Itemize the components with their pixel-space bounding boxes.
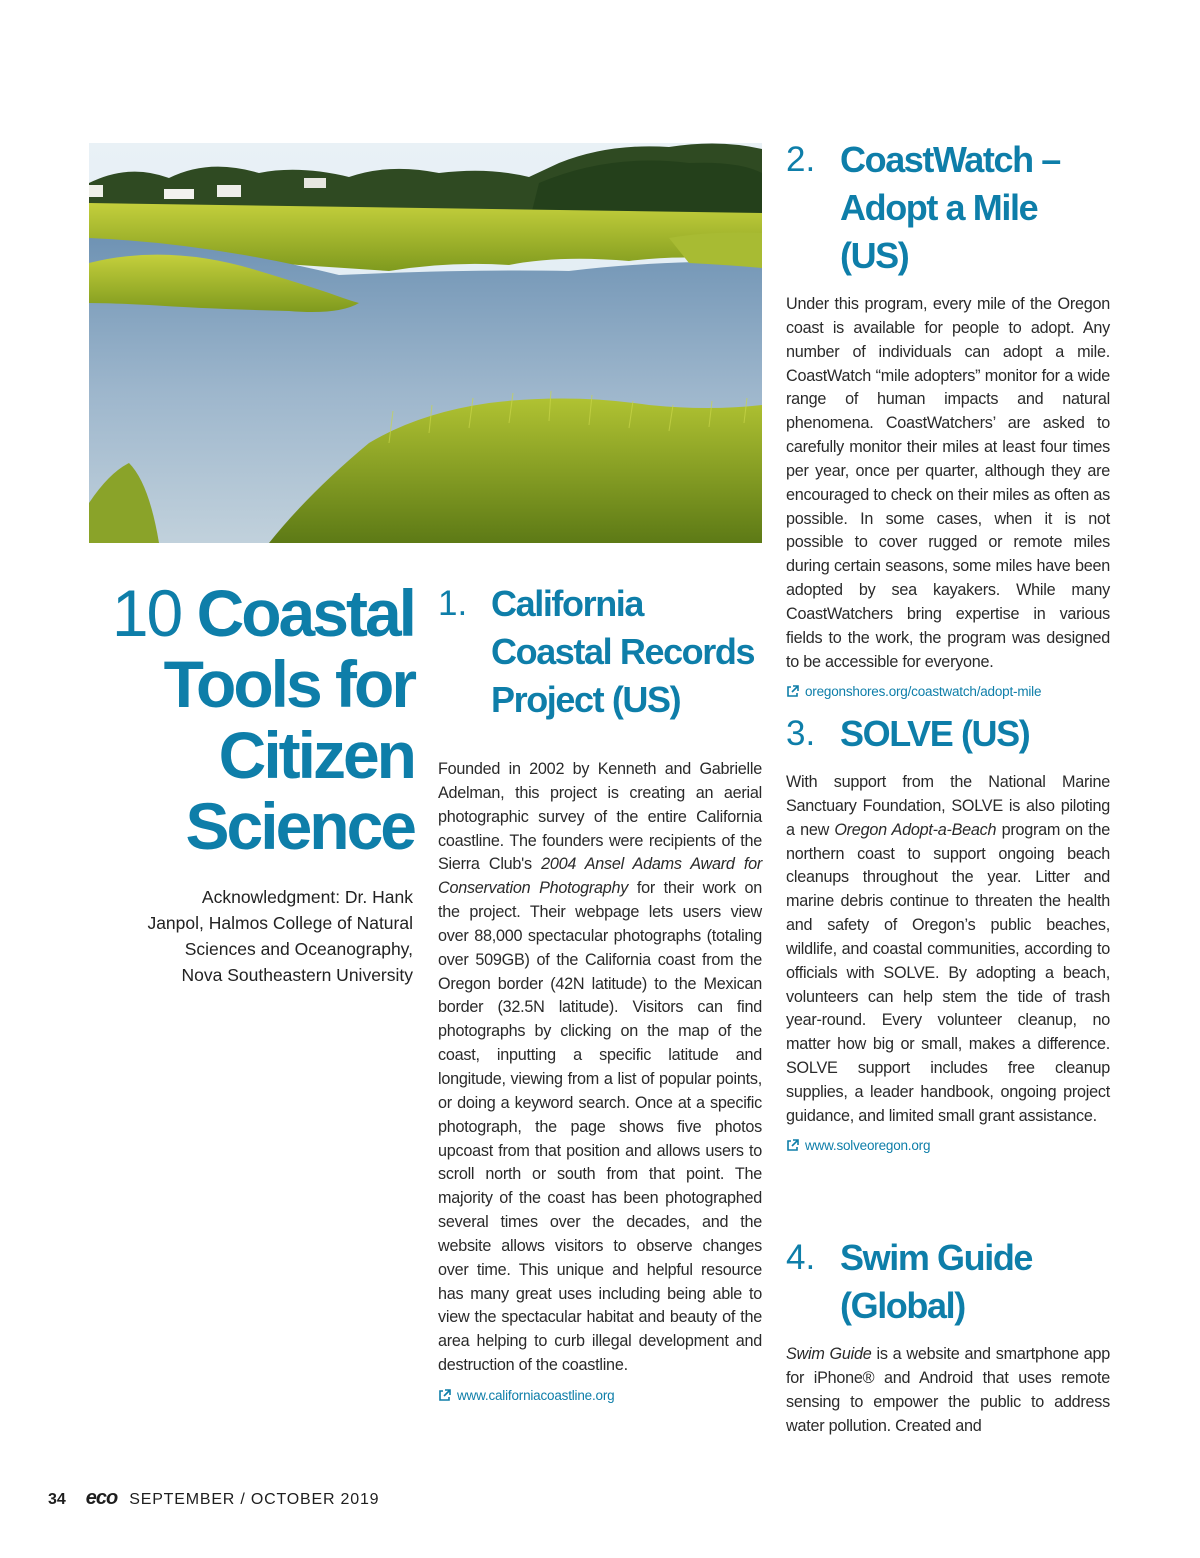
section-title <box>840 710 1029 758</box>
italic-text: Swim Guide <box>786 1345 872 1363</box>
title-number: 10 <box>111 576 182 650</box>
section-title-line: Coastal Records <box>491 631 755 672</box>
section-title-line: Adopt a Mile (US) <box>840 187 1038 276</box>
body-text-run: Under this program, every mile of the Oregon coast is available for people to adopt. Any number of individuals can adopt a mile. CoastWatch “mile adopters” monitor for a wide range of human impacts and natural phenomena. CoastWatchers’ are asked to carefully monitor their miles at least four times per year, once per quarter, although they are encouraged to check on their miles as often as possible. In some cases, when it is not possible to cover rugged or remote miles during certain seasons, some miles have been adopted by sea kayakers. While many CoastWatchers bring expertise in various fields to the work, the program was designed to be accessible for everyone. <box>786 295 1110 671</box>
page-footer <box>48 1487 379 1510</box>
body-text-run: for their work on the project. Their webpage lets users view over 88,000 spectacular photographs (totaling over 509GB) of the California coast from the Oregon border (42N latitude) to the Mexican border (32.5N latitude). Visitors can find photographs by clicking on the map of the coast, inputting a specific latitude and longitude, viewing from a list of popular points, or doing a keyword search. Once at a specific photograph, the page shows five photos upcoast from that position and allows users to scroll north or south from that point. The majority of the coast has been photographed several times over the decades, and the website allows visitors to observe changes over time. This unique and helpful resource has many great uses including being able to view the spectacular habitat and beauty of the area helping to curb illegal development and destruction of the coastline. <box>438 879 762 1375</box>
acknowledgment-line: Janpol, Halmos College of Natural <box>147 913 413 933</box>
section-title <box>840 136 1110 280</box>
external-link-icon <box>438 1389 451 1402</box>
section-title <box>840 1234 1032 1330</box>
website-link-text[interactable]: www.californiacoastline.org <box>457 1387 615 1403</box>
page-number: 34 <box>48 1491 66 1508</box>
title-line: Tools for <box>163 647 414 721</box>
section-title-line: CoastWatch – <box>840 139 1060 180</box>
website-link[interactable] <box>786 684 1110 699</box>
section-body <box>786 293 1110 675</box>
section-heading <box>786 710 1110 758</box>
section-number: 2. <box>786 140 816 179</box>
acknowledgment-line: Nova Southeastern University <box>181 965 413 985</box>
section-body <box>786 771 1110 1129</box>
section-title-line: Swim Guide <box>840 1237 1033 1278</box>
section-body <box>438 758 762 1378</box>
title-line: Citizen <box>218 718 414 792</box>
issue-date: SEPTEMBER / OCTOBER 2019 <box>129 1491 380 1508</box>
section-heading <box>438 580 762 724</box>
section-heading <box>786 1234 1110 1330</box>
website-link[interactable] <box>438 1388 762 1403</box>
section-title-line: (Global) <box>840 1285 965 1326</box>
body-text-run: is a website and smartphone app for iPhone® and Android that uses remote sensing to empower the public to address water pollution. Created and <box>786 1345 1110 1435</box>
body-text-run: With support from the National Marine Sanctuary Foundation, SOLVE is also piloting a new <box>786 773 1110 839</box>
section-title <box>491 580 754 724</box>
section-number: 3. <box>786 714 816 753</box>
section-4 <box>786 1234 1110 1438</box>
acknowledgment-line: Acknowledgment: Dr. Hank <box>201 887 413 907</box>
section-body <box>786 1343 1110 1438</box>
body-text-run: program on the northern coast to support ongoing beach cleanups throughout the year. Litter and marine debris continue to threaten the health and safety of Oregon’s public beaches, wildlife, and coastal communities, according to officials with SOLVE. By adopting a beach, volunteers can help stem the tide of trash year-round. Every volunteer cleanup, no matter how big or small, makes a difference. SOLVE support includes free cleanup supplies, a leader handbook, ongoing project guidance, and limited small grant assistance. <box>786 820 1111 1125</box>
website-link[interactable] <box>786 1138 1110 1153</box>
title-line: Coastal <box>196 576 414 650</box>
website-link-text[interactable]: www.solveoregon.org <box>805 1137 931 1153</box>
italic-text: Oregon Adopt-a-Beach <box>834 820 997 839</box>
section-number: 1. <box>438 584 468 623</box>
website-link-text[interactable]: oregonshores.org/coastwatch/adopt-mile <box>805 683 1042 699</box>
external-link-icon <box>786 1139 799 1152</box>
section-title-line: SOLVE (US) <box>840 713 1030 754</box>
section-heading <box>786 136 1110 280</box>
title-line: Science <box>185 789 414 863</box>
section-title-line: California <box>491 583 644 624</box>
marsh-photo <box>89 143 762 543</box>
section-title-line: Project (US) <box>491 679 681 720</box>
italic-text: 2004 Ansel Adams Award for Conservation Photography <box>438 855 762 898</box>
external-link-icon <box>786 685 799 698</box>
body-text-run: Founded in 2002 by Kenneth and Gabrielle Adelman, this project is creating an aerial photographic survey of the entire California coastline. The founders were recipients of the Sierra Club's <box>438 760 762 874</box>
acknowledgment-line: Sciences and Oceanography, <box>184 939 413 959</box>
section-3 <box>786 710 1110 1153</box>
acknowledgment <box>70 884 413 988</box>
magazine-brand: eco <box>85 1487 118 1509</box>
section-number: 4. <box>786 1238 816 1277</box>
article-title <box>60 578 414 862</box>
section-1 <box>438 580 762 1403</box>
section-2 <box>786 136 1110 699</box>
